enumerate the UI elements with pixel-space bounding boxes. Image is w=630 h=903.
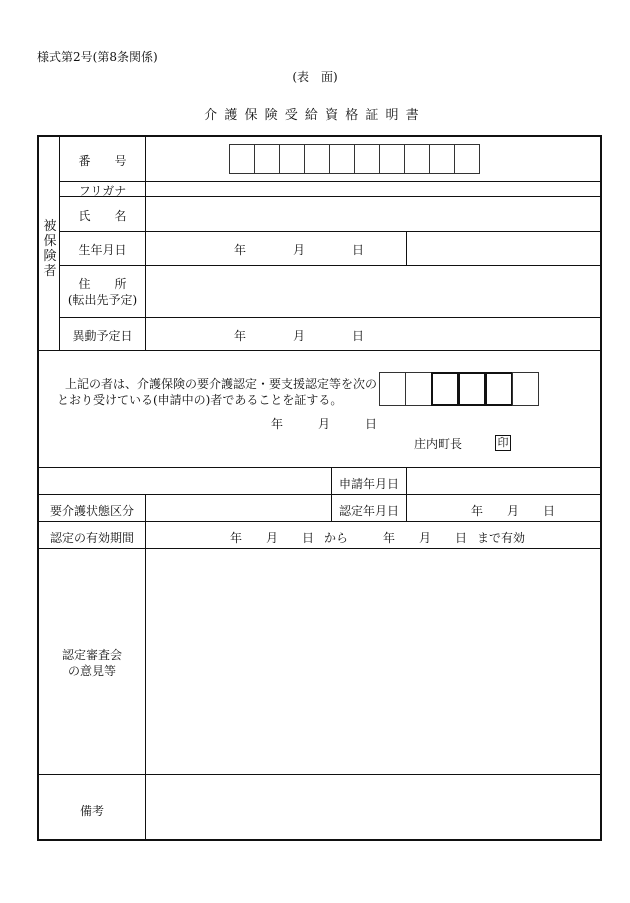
- application-date-label: 申請年月日: [338, 477, 399, 491]
- care-level-field[interactable]: [146, 495, 331, 521]
- certification-line-1: 上記の者は、介護保険の要介護認定・要支援認定等を次の: [65, 377, 378, 391]
- address-sub-label: (転出先予定): [67, 293, 138, 307]
- validity-period-label: 認定の有効期間: [49, 531, 134, 545]
- opinion-label: 認定審査会: [61, 648, 122, 662]
- certificate-form: 被 保 険 者 番 号 フリガナ 氏 名 生年月日 年 月 日 住 所 (転出先予定) 異動予定日 年 月 日 上記の者は、介護保険の要介護認定・要支援認定等を次の とおり受けている(申請中の)者であることを証する。 年 月 日 庄内町長 印 申請年月日 要介護状態区分 認定年月日 年 月 日 認定の有効期間 年 月 日 から 年 月 日 まで有効 認定審査会 の意見等 備考: [37, 135, 602, 841]
- insured-group-label: 被 保 険 者: [43, 219, 57, 279]
- move-date-label: 異動予定日: [72, 329, 133, 343]
- certification-date-label: 認定年月日: [338, 504, 399, 518]
- signer-label: 庄内町長: [414, 437, 463, 451]
- document-title: 介護保険受給資格証明書: [204, 108, 426, 123]
- opinion-label-2: の意見等: [67, 664, 116, 678]
- care-level-label: 要介護状態区分: [49, 504, 134, 518]
- furigana-field[interactable]: [146, 182, 602, 196]
- certification-line-2: とおり受けている(申請中の)者であることを証する。: [57, 393, 343, 407]
- opinion-field[interactable]: [146, 549, 602, 774]
- name-label: 氏 名: [78, 209, 127, 223]
- remarks-label: 備考: [79, 804, 104, 818]
- name-field[interactable]: [146, 197, 602, 231]
- form-number: 様式第2号(第8条関係): [37, 50, 158, 64]
- application-date-field[interactable]: [407, 468, 602, 494]
- birth-date-label: 生年月日: [78, 243, 127, 257]
- number-label: 番 号: [78, 154, 127, 168]
- address-label: 住 所: [78, 277, 127, 291]
- side-label: (表 面): [292, 70, 338, 84]
- furigana-label: フリガナ: [78, 184, 127, 198]
- seal-mark: 印: [495, 435, 511, 451]
- remarks-field[interactable]: [146, 775, 602, 841]
- address-field[interactable]: [146, 266, 602, 317]
